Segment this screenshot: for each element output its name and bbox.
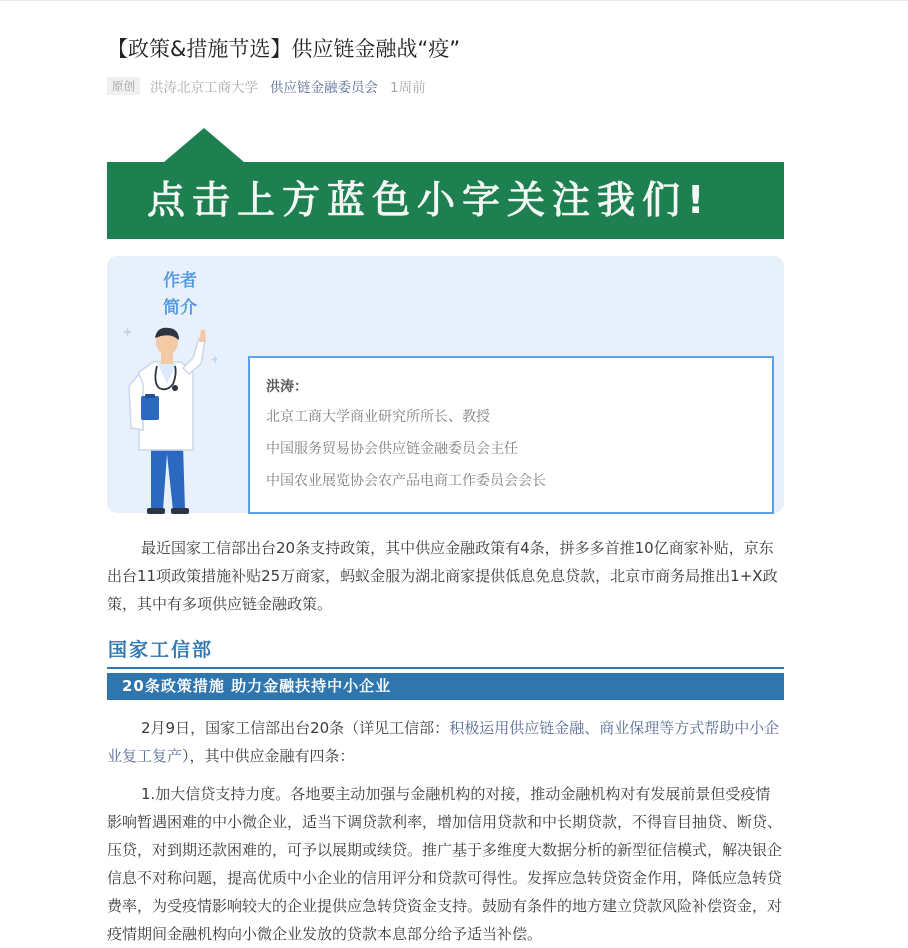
author-intro-card (107, 256, 784, 513)
author-intro-label (163, 268, 203, 322)
paragraph-text: 2月9日，国家工信部出台20条（详见工信部： (141, 719, 450, 737)
banner-body (107, 162, 784, 239)
paragraph-credit-support: 1.加大信贷支持力度。各地要主动加强与金融机构的对接，推动金融机构对有发展前景但受疫情影响暂遇困难的中小微企业，适当下调贷款利率，增加信用贷款和中长期贷款，不得盲目抽贷、断贷、压贷，对到期还款困难的，可予以展期或续贷。推广基于多维度大数据分析的新型征信模式，解决银企信息不对称问题，提高优质中小企业的信用评分和贷款可得性。发挥应急转贷资金作用，降低应急转贷费率，为受疫情影响较大的企业提供应急转贷资金支持。鼓励有条件的地方建立贷款风险补偿资金，对疫情期间金融机构向小微企业发放的贷款本息部分给予适当补偿。 (107, 785, 783, 943)
author-name: 洪涛： (266, 379, 308, 395)
banner-arrow-icon (164, 128, 244, 162)
original-badge: 原创 (107, 77, 140, 95)
author-info-box (248, 356, 774, 514)
top-divider (0, 0, 908, 1)
article-title: 【政策&措施节选】供应链金融战“疫” (107, 37, 461, 61)
follow-us-banner (107, 128, 784, 239)
article-author: 洪涛北京工商大学 (150, 80, 258, 96)
banner-text: 点击上方蓝色小字关注我们! (147, 178, 712, 222)
publish-time: 1周前 (390, 80, 426, 96)
paragraph-policy-intro (107, 714, 784, 770)
policy-article-link[interactable]: 积极运用供应链金融、商业保理等方式帮助中小企业复工复产 (107, 719, 780, 765)
section-title: 国家工信部 (108, 639, 214, 661)
section-title-underline (107, 667, 784, 669)
doctor-illustration-icon (121, 326, 217, 516)
author-intro-label-line2: 简介 (163, 298, 197, 318)
intro-paragraph: 最近国家工信部出台20条支持政策，其中供应金融政策有4条，拼多多首推10亿商家补贴，京东出台11项政策措施补贴25万商家，蚂蚁金服为湖北商家提供低息免息贷款，北京市商务局推出1+X政策，其中有多项供应链金融政策。 (107, 539, 778, 613)
author-title-line: 中国服务贸易协会供应链金融委员会主任 (266, 441, 518, 457)
account-name-link[interactable]: 供应链金融委员会 (270, 80, 378, 96)
author-intro-label-line1: 作者 (163, 271, 197, 291)
subsection-title: 20条政策措施 助力金融扶持中小企业 (122, 677, 392, 695)
article-meta (107, 76, 426, 96)
author-title-line: 北京工商大学商业研究所所长、教授 (266, 409, 490, 425)
paragraph-text: ），其中供应金融有四条： (182, 747, 355, 765)
subsection-bar (107, 673, 784, 700)
author-title-line: 中国农业展览协会农产品电商工作委员会会长 (266, 473, 546, 489)
